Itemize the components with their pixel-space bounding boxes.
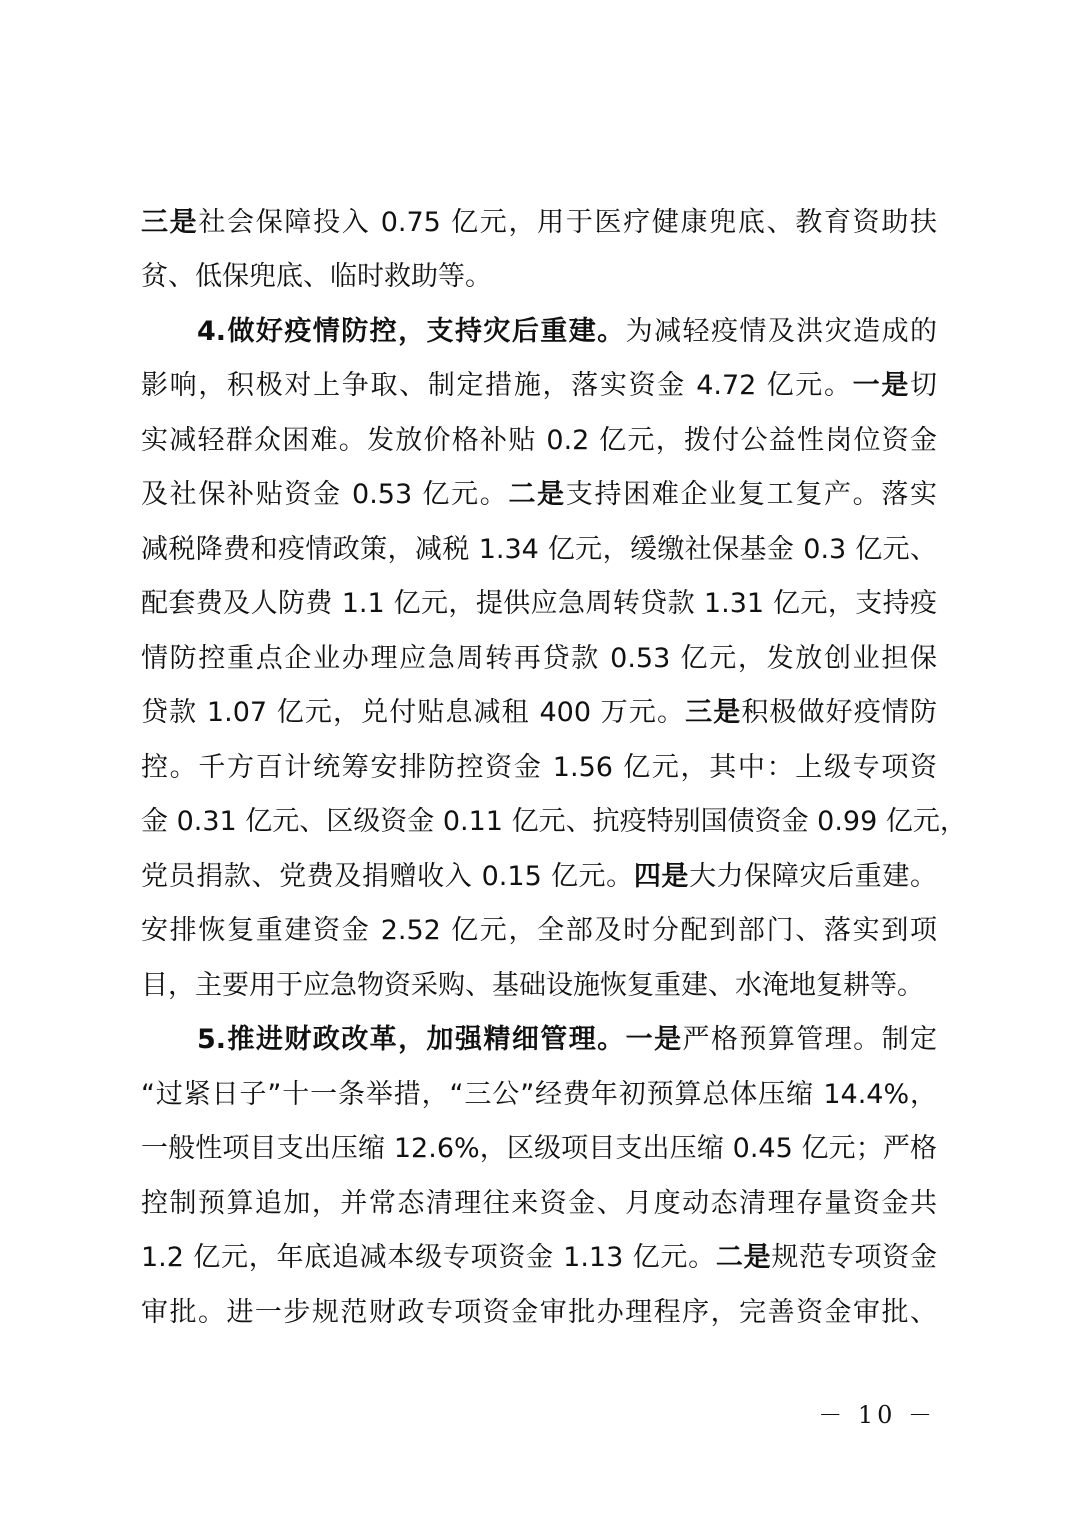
body-line [141,530,937,570]
line-text: 金 0.31 亿元、区级资金 0.11 亿元、抗疫特别国债资金 0.99 亿元， [141,806,967,837]
section-heading: 4.做好疫情防控，支持灾后重建。 [197,316,626,347]
line-text: 贷款 1.07 亿元，兑付贴息减租 400 万元。 [141,697,686,728]
body-line [141,1075,937,1115]
line-text: 贫、低保兜底、临时救助等。 [141,261,492,292]
bold-lead: 四是 [633,861,690,892]
bold-lead: 二是 [715,1242,772,1273]
body-line [141,475,937,515]
body-line [141,693,937,733]
line-text: 情防控重点企业办理应急周转再贷款 0.53 亿元，发放创业担保 [141,643,937,674]
bold-lead: 三是 [141,207,199,238]
line-text: 切 [910,370,938,401]
bold-lead: 二是 [508,479,566,510]
body-line [141,1293,937,1333]
line-text: 减税降费和疫情政策，减税 1.34 亿元，缓缴社保基金 0.3 亿元、 [141,534,937,565]
line-text: 一般性项目支出压缩 12.6%，区级项目支出压缩 0.45 亿元；严格 [141,1133,937,1164]
body-line [141,911,937,951]
body-line [141,639,937,679]
line-text: 配套费及人防费 1.1 亿元，提供应急周转贷款 1.31 亿元，支持疫 [141,588,937,619]
body-line [141,421,937,461]
body-line [141,857,937,897]
body-line [141,366,937,406]
body-line [141,1238,937,1278]
line-text: “过紧日子”十一条举措，“三公”经费年初预算总体压缩 14.4%， [141,1079,937,1110]
line-text: 支持困难企业复工复产。落实 [565,479,937,510]
body-line [141,257,937,297]
line-text: 规范专项资金 [771,1242,938,1273]
body-line [141,802,967,842]
line-text: 大力保障灾后重建。 [689,861,938,892]
line-text: 党员捐款、党费及捐赠收入 0.15 亿元。 [141,861,634,892]
body-line [141,966,937,1006]
bold-lead: 一是 [852,370,911,401]
body-line [141,584,937,624]
line-text: 实减轻群众困难。发放价格补贴 0.2 亿元，拨付公益性岗位资金 [141,425,937,456]
bold-lead: 一是 [625,1024,683,1055]
line-text: 积极做好疫情防 [741,697,938,728]
line-text: 及社保补贴资金 0.53 亿元。 [141,479,509,510]
body-line [141,203,937,243]
line-text: 审批。进一步规范财政专项资金审批办理程序，完善资金审批、 [141,1297,937,1328]
bold-lead: 三是 [685,697,742,728]
line-text: 严格预算管理。制定 [682,1024,938,1055]
line-text: 控制预算追加，并常态清理往来资金、月度动态清理存量资金共 [141,1188,937,1219]
body-line [141,1129,937,1169]
body-line [141,748,937,788]
page-number: － 10 － [818,1401,936,1429]
section-heading-line [197,312,937,352]
line-text: 控。千方百计统筹安排防控资金 1.56 亿元，其中：上级专项资 [141,752,937,783]
line-text: 为减轻疫情及洪灾造成的 [625,316,938,347]
line-text: 安排恢复重建资金 2.52 亿元，全部及时分配到部门、落实到项 [141,915,937,946]
section-heading: 5.推进财政改革，加强精细管理。 [197,1024,626,1055]
line-text: 社会保障投入 0.75 亿元，用于医疗健康兜底、教育资助扶 [198,207,938,238]
section-heading-line [197,1020,937,1060]
body-line [141,1184,937,1224]
line-text: 目，主要用于应急物资采购、基础设施恢复重建、水淹地复耕等。 [141,970,924,1001]
line-text: 1.2 亿元，年底追减本级专项资金 1.13 亿元。 [141,1242,716,1273]
line-text: 影响，积极对上争取、制定措施，落实资金 4.72 亿元。 [141,370,853,401]
